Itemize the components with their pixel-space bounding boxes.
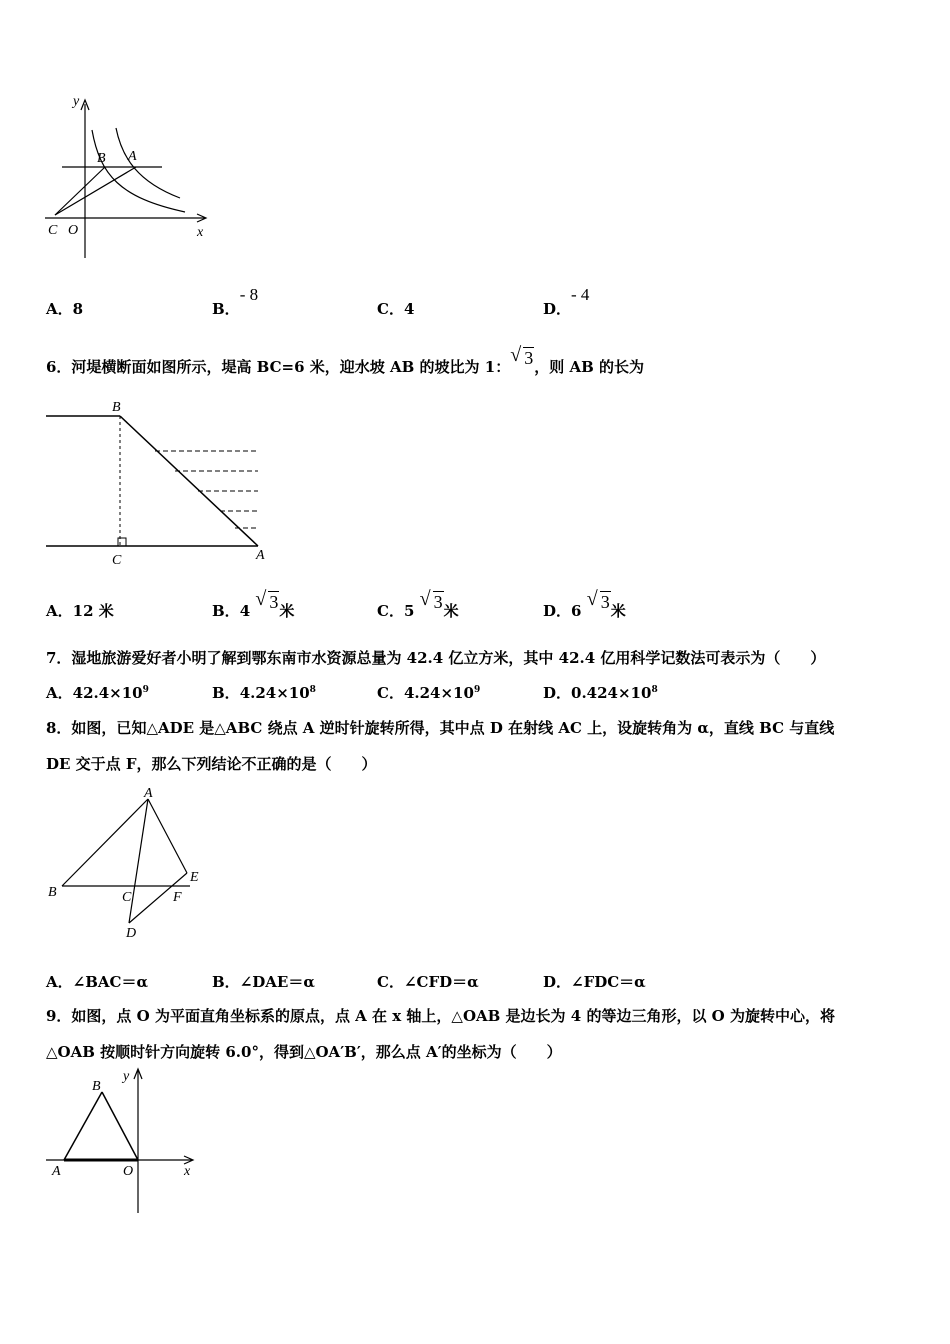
q6-label-B: B (112, 400, 121, 415)
q5-option-c-letter: C． (377, 300, 404, 318)
q5-label-C: C (48, 223, 58, 238)
q6-label-A: A (256, 548, 265, 563)
q7-option-b-base: 4.24×10 (239, 684, 310, 702)
q9-stem-line2: △OAB 按顺时针方向旋转 6.0°，得到△OA′B′，那么点 A′的坐标为（ ） (46, 1043, 562, 1061)
q8-option-c-letter: C． (377, 973, 404, 991)
q5-label-A: A (128, 149, 137, 164)
q5-label-O: O (68, 223, 79, 238)
q8-label-A: A (144, 786, 153, 801)
q8-option-d[interactable] (543, 971, 646, 992)
q6-option-b-root: 3 (269, 592, 279, 612)
q6-option-c[interactable] (377, 588, 459, 621)
q5-option-d-text: - 4 (571, 285, 590, 304)
q6-option-a-letter: A． (46, 602, 73, 620)
q7-option-a-base: 42.4×10 (72, 684, 143, 702)
q7-option-d[interactable] (543, 682, 658, 703)
q6-option-d-letter: D． (543, 602, 572, 620)
q8-stem-line1: 8．如图，已知△ADE 是△ABC 绕点 A 逆时针旋转所得，其中点 D 在射线 AC 上，设旋转角为 α，直线 BC 与直线 (46, 719, 835, 737)
q8-label-D: D (126, 926, 137, 941)
q9-label-y: y (123, 1069, 130, 1084)
q5-option-a[interactable] (46, 298, 83, 319)
q6-option-b[interactable] (212, 588, 295, 621)
q5-option-b-letter: B． (212, 300, 240, 318)
q5-label-y: y (73, 94, 80, 109)
q9-label-A: A (52, 1164, 61, 1179)
q7-option-b-letter: B． (212, 684, 240, 702)
q8-option-d-text: ∠FDC＝α (571, 973, 646, 991)
q5-option-b[interactable] (212, 285, 259, 319)
q8-label-C: C (122, 890, 132, 905)
q7-stem: 7．湿地旅游爱好者小明了解到鄂东南市水资源总量为 42.4 亿立方米，其中 42.4 亿用科学记数法可表示为（ ） (46, 649, 826, 667)
q5-option-d-letter: D． (543, 300, 572, 318)
q8-option-b-text: ∠DAE＝α (239, 973, 315, 991)
q6-option-c-pre: 5 (403, 602, 420, 620)
q5-option-d[interactable] (543, 285, 590, 319)
q7-option-b-exp: 8 (309, 685, 316, 695)
q6-option-c-post: 米 (443, 602, 459, 620)
q8-label-E: E (190, 870, 199, 885)
q6-option-b-pre: 4 (239, 602, 256, 620)
q5-figure (40, 90, 220, 265)
q6-option-d[interactable] (543, 588, 626, 621)
q5-option-c-text: 4 (403, 300, 415, 318)
q7-option-c-letter: C． (377, 684, 404, 702)
q7-option-d-letter: D． (543, 684, 572, 702)
q6-figure (40, 395, 280, 570)
q7-option-b[interactable] (212, 682, 316, 703)
q8-option-a-text: ∠BAC＝α (72, 973, 149, 991)
q6-stem (46, 344, 644, 377)
q6-option-c-sqrt: √ 3 (419, 588, 443, 612)
q5-option-a-text: 8 (72, 300, 84, 318)
q6-option-c-root: 3 (433, 592, 443, 612)
q6-option-d-sqrt: √ 3 (586, 588, 610, 612)
q6-stem-after: ，则 AB 的长为 (534, 358, 644, 376)
q5-label-B: B (97, 151, 106, 166)
q8-label-F: F (173, 890, 182, 905)
q6-option-b-letter: B． (212, 602, 240, 620)
q9-figure (40, 1065, 200, 1220)
q7-option-c-exp: 9 (473, 685, 481, 695)
q8-figure (40, 785, 215, 945)
q8-option-c-text: ∠CFD＝α (403, 973, 479, 991)
q8-option-b-letter: B． (212, 973, 240, 991)
q5-option-b-text: - 8 (239, 285, 259, 304)
q6-option-b-post: 米 (279, 602, 295, 620)
q7-option-d-exp: 8 (651, 685, 658, 695)
q6-option-b-sqrt: √ 3 (255, 588, 279, 612)
q8-option-a[interactable] (46, 971, 148, 992)
q8-option-c[interactable] (377, 971, 479, 992)
q7-option-d-base: 0.424×10 (571, 684, 652, 702)
q6-stem-root: 3 (524, 348, 534, 368)
q9-stem-line1: 9．如图，点 O 为平面直角坐标系的原点，点 A 在 x 轴上，△OAB 是边长为 4 的等边三角形，以 O 为旋转中心，将 (46, 1007, 835, 1025)
q7-option-c-base: 4.24×10 (403, 684, 474, 702)
q7-option-a-exp: 9 (142, 685, 149, 695)
q9-label-x: x (184, 1164, 191, 1179)
q6-option-a-text: 12 米 (72, 602, 114, 620)
q5-option-a-letter: A． (46, 300, 73, 318)
q8-option-d-letter: D． (543, 973, 572, 991)
q6-option-a[interactable] (46, 600, 114, 621)
q8-stem-line2: DE 交于点 F，那么下列结论不正确的是（ ） (46, 755, 377, 773)
q8-option-a-letter: A． (46, 973, 73, 991)
q5-option-c[interactable] (377, 298, 414, 319)
q8-label-B: B (48, 885, 57, 900)
q6-stem-sqrt: √ 3 (510, 344, 534, 368)
q6-option-d-root: 3 (600, 592, 610, 612)
q6-option-d-pre: 6 (571, 602, 587, 620)
q9-label-B: B (92, 1079, 101, 1094)
q6-option-d-post: 米 (610, 602, 626, 620)
q6-option-c-letter: C． (377, 602, 404, 620)
q9-label-O: O (123, 1164, 134, 1179)
q6-stem-before: 6．河堤横断面如图所示，堤高 BC=6 米，迎水坡 AB 的坡比为 1： (46, 358, 511, 376)
q6-label-C: C (112, 553, 122, 568)
q7-option-c[interactable] (377, 682, 480, 703)
q7-option-a[interactable] (46, 682, 149, 703)
q7-option-a-letter: A． (46, 684, 73, 702)
q8-option-b[interactable] (212, 971, 315, 992)
q5-label-x: x (197, 225, 204, 240)
